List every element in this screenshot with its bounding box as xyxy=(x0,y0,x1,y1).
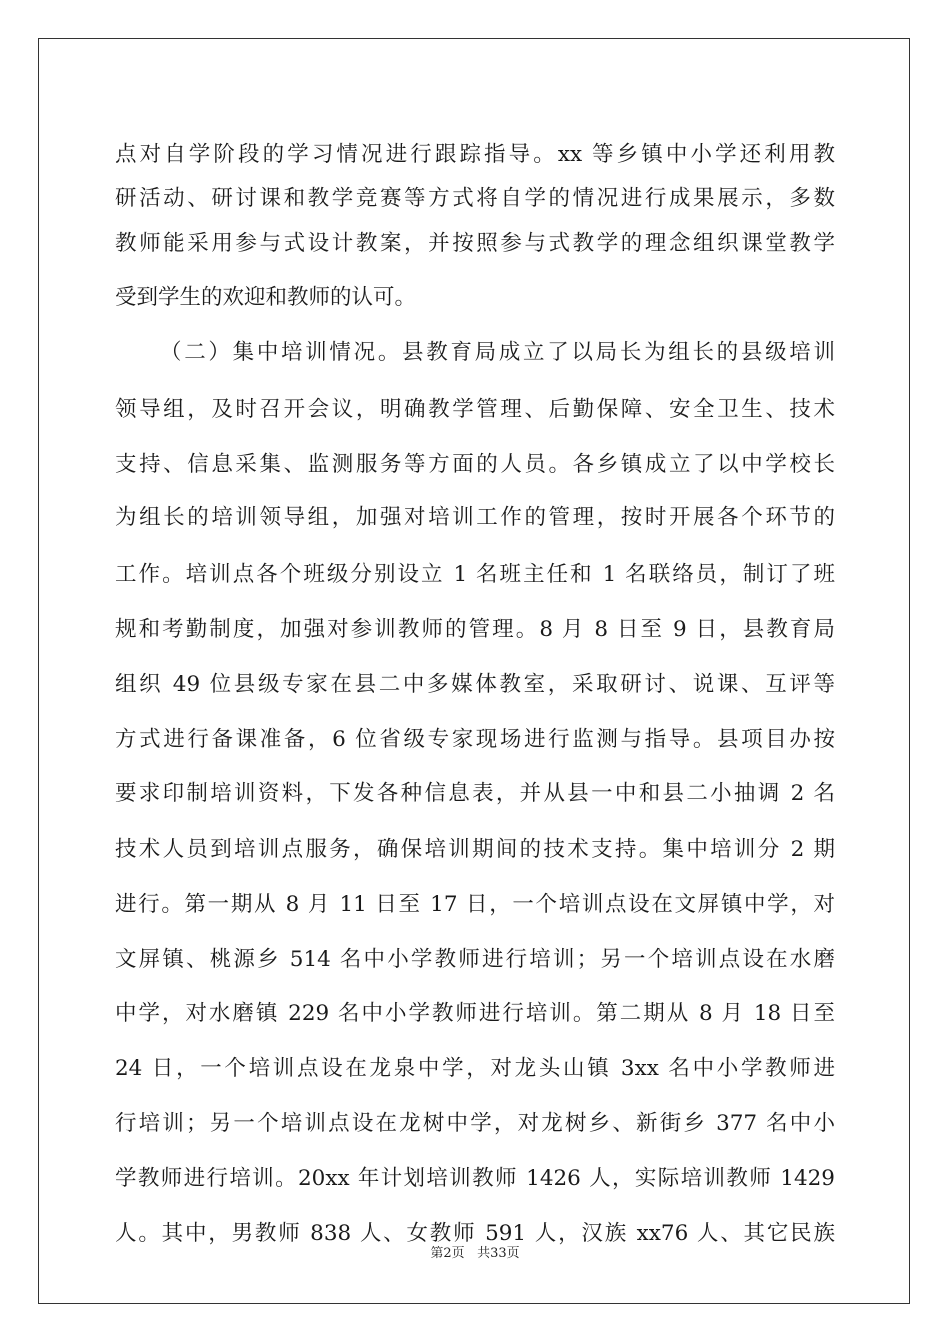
text-line: 技术人员到培训点服务，确保培训期间的技术支持。集中培训分 2 期 xyxy=(115,837,835,862)
text-line: 中学，对水磨镇 229 名中小学教师进行培训。第二期从 8 月 18 日至 xyxy=(115,1001,835,1026)
text-line: 人。其中，男教师 838 人、女教师 591 人，汉族 xx76 人、其它民族 xyxy=(115,1221,835,1246)
text-line: 研活动、研讨课和教学竞赛等方式将自学的情况进行成果展示，多数 xyxy=(115,186,835,211)
text-line: 规和考勤制度，加强对参训教师的管理。8 月 8 日至 9 日，县教育局 xyxy=(115,617,835,642)
text-line: 工作。培训点各个班级分别设立 1 名班主任和 1 名联络员，制订了班 xyxy=(115,562,835,587)
text-line: 要求印制培训资料，下发各种信息表，并从县一中和县二小抽调 2 名 xyxy=(115,781,835,806)
paragraph-start-line: （二）集中培训情况。县教育局成立了以局长为组长的县级培训 xyxy=(160,340,835,365)
text-line: 24 日，一个培训点设在龙泉中学，对龙头山镇 3xx 名中小学教师进 xyxy=(115,1056,835,1081)
text-line: 教师能采用参与式设计教案，并按照参与式教学的理念组织课堂教学 xyxy=(115,231,835,256)
page-number: 第2页 xyxy=(430,1246,465,1261)
text-line: 方式进行备课准备，6 位省级专家现场进行监测与指导。县项目办按 xyxy=(115,727,835,752)
text-line: 学教师进行培训。20xx 年计划培训教师 1426 人，实际培训教师 1429 xyxy=(115,1166,835,1191)
text-line: 为组长的培训领导组，加强对培训工作的管理，按时开展各个环节的 xyxy=(115,505,835,530)
text-line: 点对自学阶段的学习情况进行跟踪指导。xx 等乡镇中小学还利用教 xyxy=(115,142,835,167)
page-footer xyxy=(0,1245,950,1263)
text-line: 组织 49 位县级专家在县二中多媒体教室，采取研讨、说课、互评等 xyxy=(115,672,835,697)
text-line: 文屏镇、桃源乡 514 名中小学教师进行培训；另一个培训点设在水磨 xyxy=(115,947,835,972)
text-line: 支持、信息采集、监测服务等方面的人员。各乡镇成立了以中学校长 xyxy=(115,452,835,477)
text-line: 领导组，及时召开会议，明确教学管理、后勤保障、安全卫生、技术 xyxy=(115,397,835,422)
text-line: 行培训；另一个培训点设在龙树中学，对龙树乡、新街乡 377 名中小 xyxy=(115,1111,835,1136)
text-line: 受到学生的欢迎和教师的认可。 xyxy=(115,285,417,310)
text-line: 进行。第一期从 8 月 11 日至 17 日，一个培训点设在文屏镇中学，对 xyxy=(115,892,835,917)
page-total: 共33页 xyxy=(477,1246,520,1261)
